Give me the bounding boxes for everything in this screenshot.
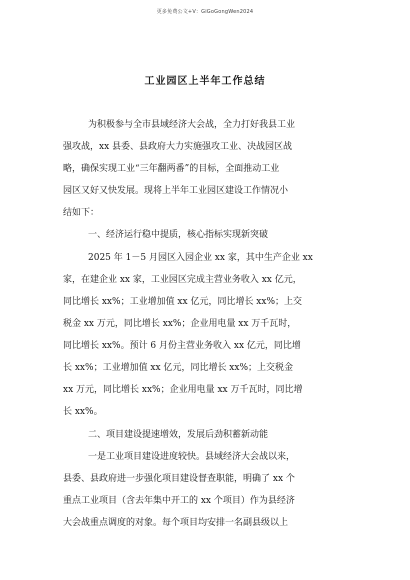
paragraph-line: xx 万元，同比增长 xx%；企业用电量 xx 万千瓦时，同比增 bbox=[63, 385, 303, 395]
paragraph-line: 税金 xx 万元，同比增长 xx%；企业用电量 xx 万千瓦时， bbox=[63, 319, 297, 329]
paragraph-line: 家，在建企业 xx 家，工业园区完成主营业务收入 xx 亿元， bbox=[63, 275, 302, 285]
paragraph-line: 县委、县政府进一步强化项目建设督查职能，明确了 xx 个 bbox=[63, 474, 295, 484]
paragraph-line: 同比增长 xx%；工业增加值 xx 亿元，同比增长 xx%；上交 bbox=[63, 297, 303, 307]
paragraph-line: 2025 年 1－5 月园区入园企业 xx 家，其中生产企业 xx bbox=[88, 253, 313, 263]
paragraph-line: 园区又好又快发展。现将上半年工业园区建设工作情况小 bbox=[63, 186, 289, 196]
section-heading-1: 一、经济运行稳中提质，核心指标实现新突破 bbox=[88, 230, 269, 240]
paragraph-line: 重点工业项目（含去年集中开工的 xx 个项目）作为县经济 bbox=[63, 496, 295, 506]
paragraph-line: 大会战重点调度的对象。每个项目均安排一名副县级以上 bbox=[63, 518, 289, 528]
document-title: 工业园区上半年工作总结 bbox=[144, 76, 266, 87]
paragraph-line: 强攻战，xx 县委、县政府大力实施强攻工业、决战园区战 bbox=[63, 142, 293, 152]
paragraph-line: 同比增长 xx%。预计 6 月份主营业务收入 xx 亿元，同比增 bbox=[63, 341, 301, 351]
section-heading-2: 二、项目建设提速增效，发展后劲积蓄新动能 bbox=[88, 430, 269, 440]
paragraph-line: 结如下： bbox=[63, 208, 100, 218]
page-header-note: 更多免费公文+V：GiGoGongWen2024 bbox=[156, 9, 254, 15]
paragraph-line: 为积极参与全市县域经济大会战，全力打好我县工业 bbox=[88, 120, 296, 130]
paragraph-line: 长 xx%；工业增加值 xx 亿元，同比增长 xx%；上交税金 bbox=[63, 363, 294, 373]
paragraph-line: 长 xx%。 bbox=[63, 407, 103, 417]
paragraph-line: 一是工业项目建设进度较快。县域经济大会战以来， bbox=[88, 452, 296, 462]
paragraph-line: 略，确保实现工业“三年翻两番”的目标，全面推动工业 bbox=[63, 164, 280, 174]
